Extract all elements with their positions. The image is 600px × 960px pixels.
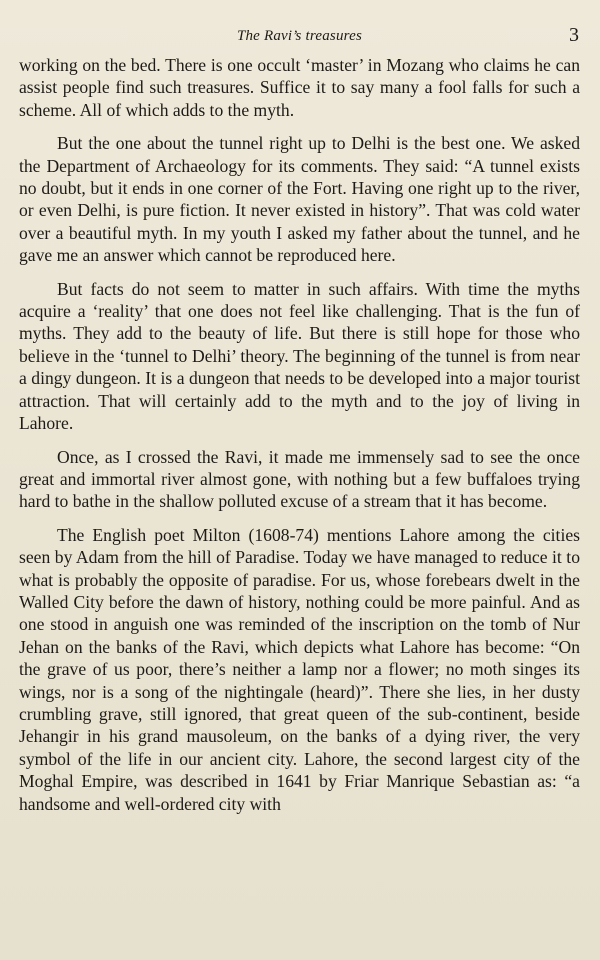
paragraph-myths-reality: But facts do not seem to matter in such affairs. With time the myths acquire a ‘reality’ that one does not feel like challenging. That is the fun of myths. They add to the beauty of life. But there is still hope for those who believe in the ‘tunnel to Delhi’ theory. The beginning of the tunnel is from near a dingy dungeon. It is a dungeon that needs to be developed into a major tourist attraction. That will certainly add to the myth and to the joy of living in Lahore. [19,278,580,434]
body-text [19,54,580,815]
paragraph-crossing-ravi: Once, as I crossed the Ravi, it made me immensely sad to see the once great and immortal river almost gone, with nothing but a few buffaloes trying hard to bathe in the shallow polluted excuse of a stream that it has become. [19,446,580,512]
running-header [19,24,580,54]
paragraph-continuation: working on the bed. There is one occult ‘master’ in Mozang who claims he can assist people find such treasures. Suffice it to say many a fool falls for such a scheme. All of which adds to the myth. [19,55,580,120]
running-title: The Ravi’s treasures [236,28,363,44]
paragraph-tunnel-to-delhi: But the one about the tunnel right up to Delhi is the best one. We asked the Department of Archaeology for its comments. They said: “A tunnel exists no doubt, but it ends in one corner of the Fort. Having one right up to the river, or even Delhi, is pure fiction. It never existed in history”. That was cold water over a beautiful myth. In my youth I asked my father about the tunnel, and he gave me an answer which cannot be reproduced here. [19,133,580,266]
paragraph-milton-lahore: The English poet Milton (1608-74) mentions Lahore among the cities seen by Adam from the hill of Paradise. Today we have managed to reduce it to what is probably the opposite of paradise. For us, whose forebears dwelt in the Walled City before the dawn of history, nothing could be more painful. And as one stood in anguish one was reminded of the inscription on the tomb of Nur Jehan on the banks of the Ravi, which depicts what Lahore has become: “On the grave of us poor, there’s neither a lamp nor a flower; no moth singes its wings, nor is a song of the nightingale (heard)”. There she lies, in her dusty crumbling grave, still ignored, that great queen of the sub-continent, beside Jehangir in his grand mausoleum, on the banks of a dying river, the very symbol of the life in our ancient city. Lahore, the second largest city of the Moghal Empire, was described in 1641 by Friar Manrique Sebastian as: “a handsome and well-ordered city with [19,524,580,814]
page-number: 3 [569,24,579,46]
